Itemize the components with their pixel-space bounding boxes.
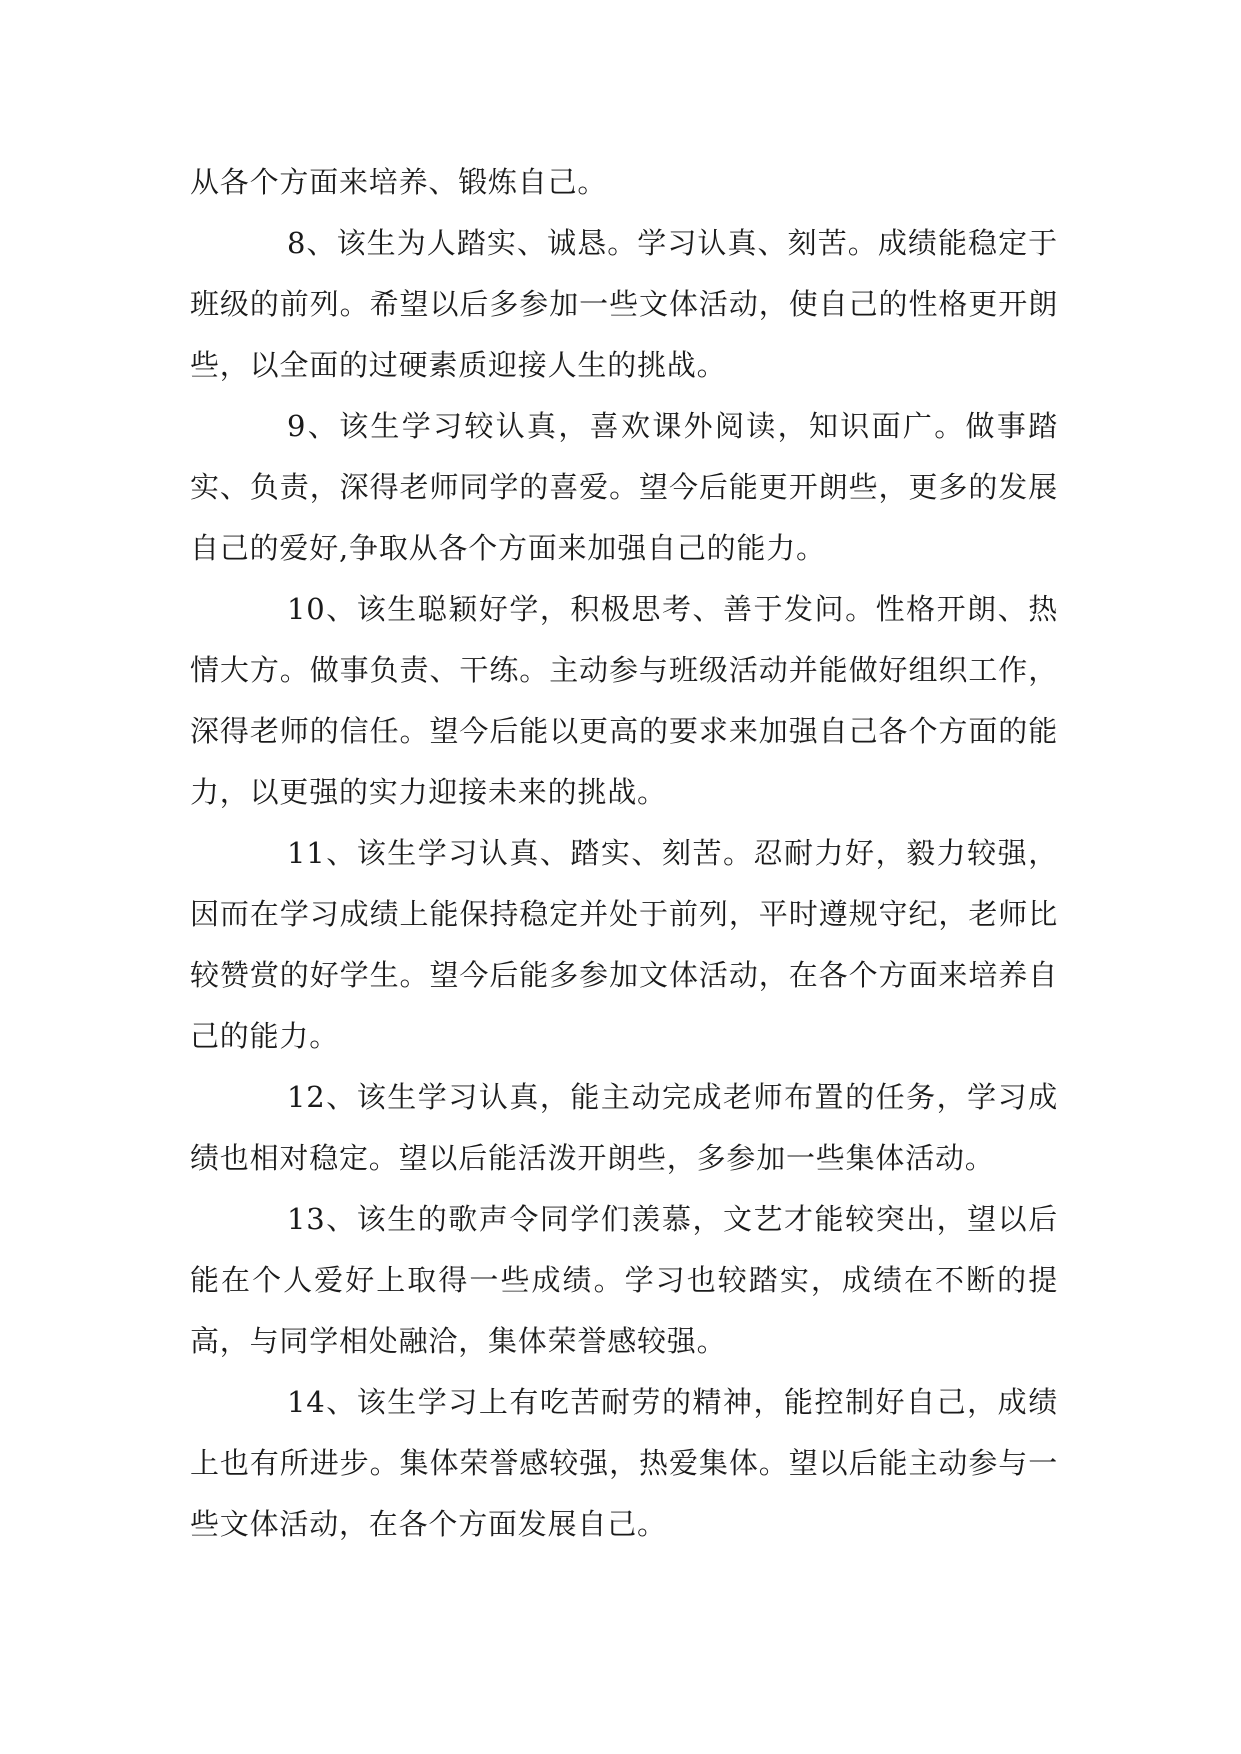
- paragraph-comment-13: 13、该生的歌声令同学们羡慕，文艺才能较突出，望以后能在个人爱好上取得一些成绩。学习也较踏实，成绩在不断的提高，与同学相处融洽，集体荣誉感较强。: [190, 1202, 1058, 1358]
- paragraph-comment-12: 12、该生学习认真，能主动完成老师布置的任务，学习成绩也相对稳定。望以后能活泼开朗些，多参加一些集体活动。: [190, 1080, 1058, 1175]
- paragraph-comment-8: 8、该生为人踏实、诚恳。学习认真、刻苦。成绩能稳定于班级的前列。希望以后多参加一些文体活动，使自己的性格更开朗些，以全面的过硬素质迎接人生的挑战。: [190, 226, 1058, 382]
- paragraph-comment-9: 9、该生学习较认真，喜欢课外阅读，知识面广。做事踏实、负责，深得老师同学的喜爱。望今后能更开朗些，更多的发展自己的爱好,争取从各个方面来加强自己的能力。: [190, 409, 1058, 565]
- document-body: [190, 152, 1058, 1555]
- paragraph-comment-14: 14、该生学习上有吃苦耐劳的精神，能控制好自己，成绩上也有所进步。集体荣誉感较强，热爱集体。望以后能主动参与一些文体活动，在各个方面发展自己。: [190, 1385, 1058, 1541]
- paragraph-comment-11: 11、该生学习认真、踏实、刻苦。忍耐力好，毅力较强，因而在学习成绩上能保持稳定并处于前列，平时遵规守纪，老师比较赞赏的好学生。望今后能多参加文体活动，在各个方面来培养自己的能力。: [190, 836, 1058, 1053]
- paragraph-comment-10: 10、该生聪颖好学，积极思考、善于发问。性格开朗、热情大方。做事负责、干练。主动参与班级活动并能做好组织工作，深得老师的信任。望今后能以更高的要求来加强自己各个方面的能力，以更强的实力迎接未来的挑战。: [190, 592, 1058, 809]
- paragraph-continuation: 从各个方面来培养、锻炼自己。: [190, 165, 608, 199]
